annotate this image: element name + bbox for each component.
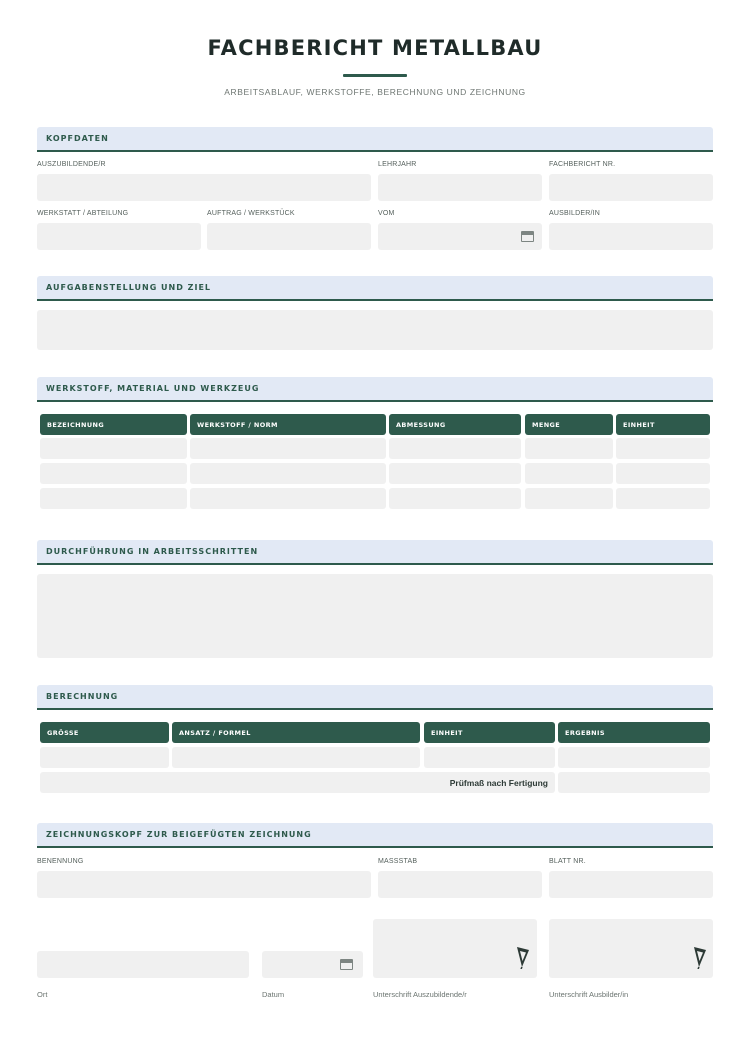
label-fachbericht-nr: FACHBERICHT NR.	[549, 161, 616, 168]
column-header-einheit: EINHEIT	[616, 414, 710, 435]
page-title: FACHBERICHT METALLBAU	[207, 36, 543, 60]
calendar-icon[interactable]	[340, 959, 353, 970]
label-ort: Ort	[37, 990, 48, 999]
pruefmass-ergebnis-field[interactable]	[558, 772, 710, 793]
table-cell[interactable]	[616, 438, 710, 459]
table-cell[interactable]	[424, 747, 555, 768]
table-cell[interactable]	[389, 438, 521, 459]
section-header-zeichnung	[37, 823, 713, 848]
label-blatt-nr: BLATT NR.	[549, 858, 586, 865]
label-unterschrift-azubi: Unterschrift Auszubildende/r	[373, 990, 467, 999]
massstab-field[interactable]	[378, 871, 542, 898]
section-title: KOPFDATEN	[46, 134, 109, 143]
table-cell[interactable]	[616, 463, 710, 484]
table-cell[interactable]	[190, 463, 386, 484]
table-cell[interactable]	[40, 488, 187, 509]
table-cell[interactable]	[40, 438, 187, 459]
label-benennung: BENENNUNG	[37, 858, 84, 865]
table-cell[interactable]	[616, 488, 710, 509]
column-header-einheit: EINHEIT	[424, 722, 555, 743]
column-header-werkstoff: WERKSTOFF / NORM	[190, 414, 386, 435]
durchfuehrung-textarea[interactable]	[37, 574, 713, 658]
column-header-bezeichnung: BEZEICHNUNG	[40, 414, 187, 435]
section-header-werkstoff	[37, 377, 713, 402]
table-cell[interactable]	[190, 488, 386, 509]
table-cell[interactable]	[40, 463, 187, 484]
signature-pen-icon	[693, 945, 707, 969]
pruefmass-label: Prüfmaß nach Fertigung	[449, 778, 548, 788]
title-divider	[343, 74, 407, 77]
auszubildende-field[interactable]	[37, 174, 371, 201]
label-datum: Datum	[262, 990, 285, 999]
page-subtitle: ARBEITSABLAUF, WERKSTOFFE, BERECHNUNG UND ZEICHNUNG	[224, 87, 526, 97]
column-header-abmessung: ABMESSUNG	[389, 414, 521, 435]
label-werkstatt: WERKSTATT / ABTEILUNG	[37, 210, 129, 217]
table-cell[interactable]	[389, 488, 521, 509]
column-header-ansatz: ANSATZ / FORMEL	[172, 722, 420, 743]
vom-date-field[interactable]	[378, 223, 542, 250]
fachbericht-nr-field[interactable]	[549, 174, 713, 201]
section-header-durchfuehrung	[37, 540, 713, 565]
label-unterschrift-ausbilder: Unterschrift Ausbilder/in	[549, 990, 629, 999]
signature-ausbilder-field[interactable]	[549, 919, 713, 978]
table-cell[interactable]	[525, 488, 613, 509]
signature-azubi-field[interactable]	[373, 919, 537, 978]
auftrag-field[interactable]	[207, 223, 371, 250]
aufgabe-textarea[interactable]	[37, 310, 713, 350]
section-title: AUFGABENSTELLUNG UND ZIEL	[46, 283, 212, 292]
label-auszubildende: AUSZUBILDENDE/R	[37, 161, 106, 168]
section-title: ZEICHNUNGSKOPF ZUR BEIGEFÜGTEN ZEICHNUNG	[46, 830, 312, 839]
section-header-berechnung	[37, 685, 713, 710]
table-cell[interactable]	[172, 747, 420, 768]
section-title: DURCHFÜHRUNG IN ARBEITSSCHRITTEN	[46, 547, 259, 556]
label-vom: VOM	[378, 210, 395, 217]
ort-field[interactable]	[37, 951, 249, 978]
benennung-field[interactable]	[37, 871, 371, 898]
werkstatt-field[interactable]	[37, 223, 201, 250]
label-lehrjahr: LEHRJAHR	[378, 161, 417, 168]
ausbilder-field[interactable]	[549, 223, 713, 250]
table-cell[interactable]	[40, 747, 169, 768]
datum-date-field[interactable]	[262, 951, 363, 978]
table-cell[interactable]	[190, 438, 386, 459]
section-title: BERECHNUNG	[46, 692, 119, 701]
column-header-ergebnis: ERGEBNIS	[558, 722, 710, 743]
table-cell[interactable]	[389, 463, 521, 484]
table-cell[interactable]	[525, 463, 613, 484]
label-auftrag: AUFTRAG / WERKSTÜCK	[207, 210, 295, 217]
calendar-icon[interactable]	[521, 231, 534, 242]
label-massstab: MASSSTAB	[378, 858, 418, 865]
table-cell[interactable]	[558, 747, 710, 768]
section-title: WERKSTOFF, MATERIAL UND WERKZEUG	[46, 384, 260, 393]
label-ausbilder: AUSBILDER/IN	[549, 210, 601, 217]
lehrjahr-field[interactable]	[378, 174, 542, 201]
signature-pen-icon	[516, 945, 530, 969]
column-header-menge: MENGE	[525, 414, 613, 435]
table-cell[interactable]	[525, 438, 613, 459]
section-header-kopfdaten	[37, 127, 713, 152]
section-header-aufgabe	[37, 276, 713, 301]
column-header-groesse: GRÖSSE	[40, 722, 169, 743]
blatt-nr-field[interactable]	[549, 871, 713, 898]
